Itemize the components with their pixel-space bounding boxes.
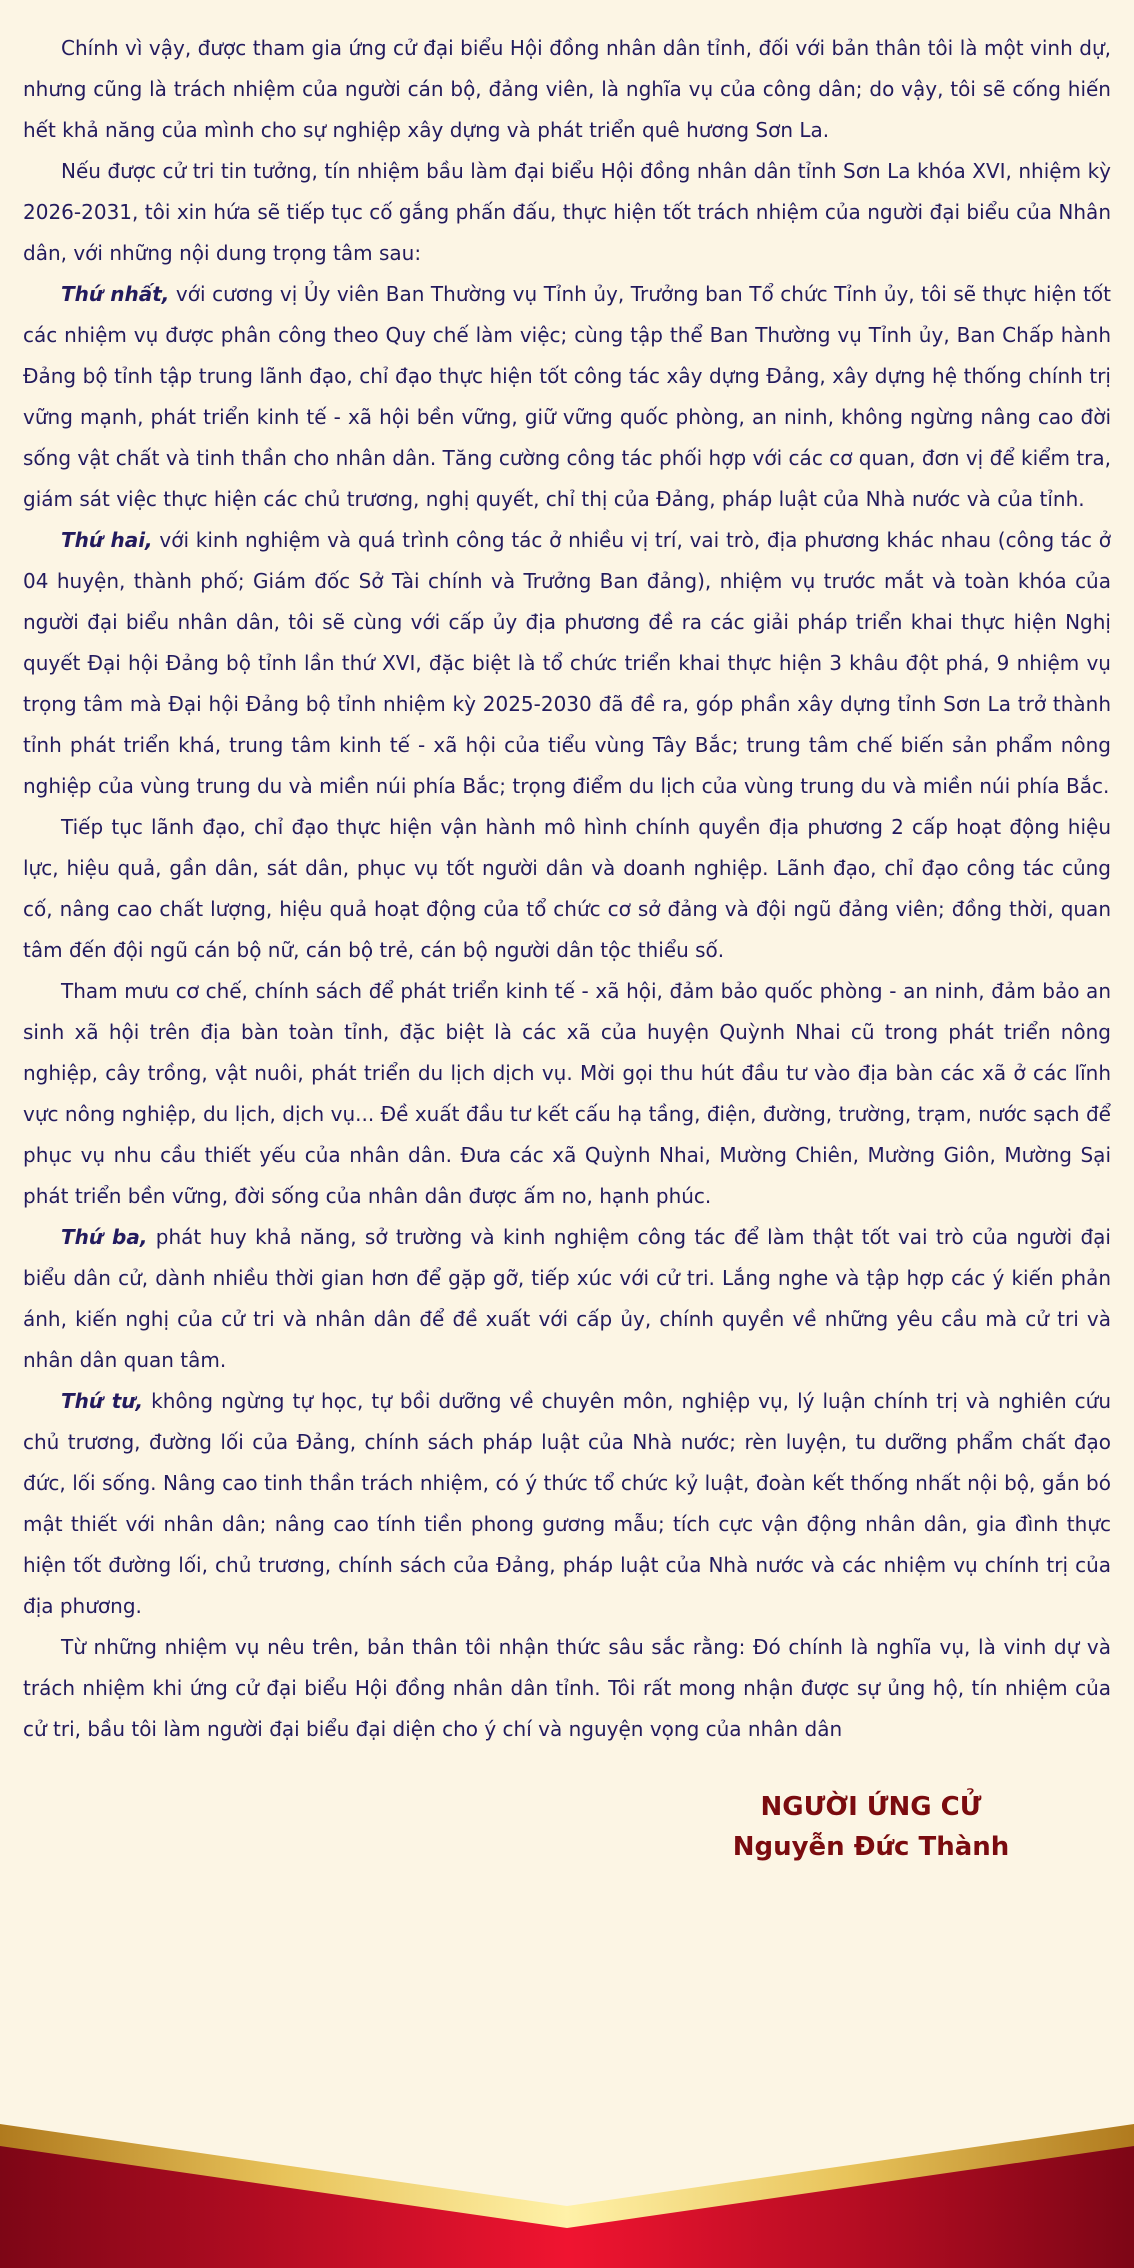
paragraph-9-text: Từ những nhiệm vụ nêu trên, bản thân tôi nhận thức sâu sắc rằng: Đó chính là nghĩa vụ, là vinh dự và trách nhiệm khi ứng cử đại biểu Hội đồng nhân dân tỉnh. Tôi rất mong nhận được sự ủng hộ, tín nhiệm của cử tri, bầu tôi làm người đại biểu đại diện cho ý chí và nguyện vọng của nhân dân	[23, 1635, 1111, 1741]
paragraph-6-text: Tham mưu cơ chế, chính sách để phát triển kinh tế - xã hội, đảm bảo quốc phòng - an ninh, đảm bảo an sinh xã hội trên địa bàn toàn tỉnh, đặc biệt là các xã của huyện Quỳnh Nhai cũ trong phát triển nông nghiệp, cây trồng, vật nuôi, phát triển du lịch dịch vụ. Mời gọi thu hút đầu tư vào địa bàn các xã ở các lĩnh vực nông nghiệp, du lịch, dịch vụ... Đề xuất đầu tư kết cấu hạ tầng, điện, đường, trường, trạm, nước sạch để phục vụ nhu cầu thiết yếu của nhân dân. Đưa các xã Quỳnh Nhai, Mường Chiên, Mường Giôn, Mường Sại phát triển bền vững, đời sống của nhân dân được ấm no, hạnh phúc.	[23, 979, 1111, 1208]
paragraph-4-lead: Thứ hai,	[61, 528, 153, 552]
paragraph-3-lead: Thứ nhất,	[61, 282, 170, 306]
paragraph-8	[23, 1381, 1111, 1627]
paragraph-3	[23, 274, 1111, 520]
paragraph-7-lead: Thứ ba,	[61, 1225, 148, 1249]
paragraph-3-text: với cương vị Ủy viên Ban Thường vụ Tỉnh ủy, Trưởng ban Tổ chức Tỉnh ủy, tôi sẽ thực hiện tốt các nhiệm vụ được phân công theo Quy chế làm việc; cùng tập thể Ban Thường vụ Tỉnh ủy, Ban Chấp hành Đảng bộ tỉnh tập trung lãnh đạo, chỉ đạo thực hiện tốt công tác xây dựng Đảng, xây dựng hệ thống chính trị vững mạnh, phát triển kinh tế - xã hội bền vững, giữ vững quốc phòng, an ninh, không ngừng nâng cao đời sống vật chất và tinh thần cho nhân dân. Tăng cường công tác phối hợp với các cơ quan, đơn vị để kiểm tra, giám sát việc thực hiện các chủ trương, nghị quyết, chỉ thị của Đảng, pháp luật của Nhà nước và của tỉnh.	[23, 282, 1111, 511]
signature-name: Nguyễn Đức Thành	[732, 1832, 1010, 1862]
signature-block	[671, 1787, 1071, 1867]
paragraph-2-text: Nếu được cử tri tin tưởng, tín nhiệm bầu làm đại biểu Hội đồng nhân dân tỉnh Sơn La khóa XVI, nhiệm kỳ 2026-2031, tôi xin hứa sẽ tiếp tục cố gắng phấn đấu, thực hiện tốt trách nhiệm của người đại biểu của Nhân dân, với những nội dung trọng tâm sau:	[23, 159, 1111, 265]
paragraph-9	[23, 1627, 1111, 1750]
paragraph-4	[23, 520, 1111, 807]
paragraph-1-text: Chính vì vậy, được tham gia ứng cử đại biểu Hội đồng nhân dân tỉnh, đối với bản thân tôi là một vinh dự, nhưng cũng là trách nhiệm của người cán bộ, đảng viên, là nghĩa vụ của công dân; do vậy, tôi sẽ cống hiến hết khả năng của mình cho sự nghiệp xây dựng và phát triển quê hương Sơn La.	[23, 36, 1111, 142]
paragraph-6	[23, 971, 1111, 1217]
footer-banner	[0, 2100, 1134, 2268]
paragraph-8-text: không ngừng tự học, tự bồi dưỡng về chuyên môn, nghiệp vụ, lý luận chính trị và nghiên cứu chủ trương, đường lối của Đảng, chính sách pháp luật của Nhà nước; rèn luyện, tu dưỡng phẩm chất đạo đức, lối sống. Nâng cao tinh thần trách nhiệm, có ý thức tổ chức kỷ luật, đoàn kết thống nhất nội bộ, gắn bó mật thiết với nhân dân; nâng cao tính tiền phong gương mẫu; tích cực vận động nhân dân, gia đình thực hiện tốt đường lối, chủ trương, chính sách của Đảng, pháp luật của Nhà nước và các nhiệm vụ chính trị của địa phương.	[23, 1389, 1111, 1618]
paragraph-8-lead: Thứ tư,	[61, 1389, 144, 1413]
signature-title: NGƯỜI ỨNG CỬ	[760, 1792, 982, 1822]
paragraph-1	[23, 28, 1111, 151]
paragraph-4-text: với kinh nghiệm và quá trình công tác ở nhiều vị trí, vai trò, địa phương khác nhau (công tác ở 04 huyện, thành phố; Giám đốc Sở Tài chính và Trưởng Ban đảng), nhiệm vụ trước mắt và toàn khóa của người đại biểu nhân dân, tôi sẽ cùng với cấp ủy địa phương đề ra các giải pháp triển khai thực hiện Nghị quyết Đại hội Đảng bộ tỉnh lần thứ XVI, đặc biệt là tổ chức triển khai thực hiện 3 khâu đột phá, 9 nhiệm vụ trọng tâm mà Đại hội Đảng bộ tỉnh nhiệm kỳ 2025-2030 đã đề ra, góp phần xây dựng tỉnh Sơn La trở thành tỉnh phát triển khá, trung tâm kinh tế - xã hội của tiểu vùng Tây Bắc; trung tâm chế biến sản phẩm nông nghiệp của vùng trung du và miền núi phía Bắc; trọng điểm du lịch của vùng trung du và miền núi phía Bắc.	[23, 528, 1111, 798]
paragraph-7-text: phát huy khả năng, sở trường và kinh nghiệm công tác để làm thật tốt vai trò của người đại biểu dân cử, dành nhiều thời gian hơn để gặp gỡ, tiếp xúc với cử tri. Lắng nghe và tập hợp các ý kiến phản ánh, kiến nghị của cử tri và nhân dân để đề xuất với cấp ủy, chính quyền về những yêu cầu mà cử tri và nhân dân quan tâm.	[23, 1225, 1111, 1372]
paragraph-2	[23, 151, 1111, 274]
paragraph-7	[23, 1217, 1111, 1381]
paragraph-5	[23, 807, 1111, 971]
document-body	[23, 28, 1111, 1750]
paragraph-5-text: Tiếp tục lãnh đạo, chỉ đạo thực hiện vận hành mô hình chính quyền địa phương 2 cấp hoạt động hiệu lực, hiệu quả, gần dân, sát dân, phục vụ tốt người dân và doanh nghiệp. Lãnh đạo, chỉ đạo công tác củng cố, nâng cao chất lượng, hiệu quả hoạt động của tổ chức cơ sở đảng và đội ngũ đảng viên; đồng thời, quan tâm đến đội ngũ cán bộ nữ, cán bộ trẻ, cán bộ người dân tộc thiểu số.	[23, 815, 1111, 962]
